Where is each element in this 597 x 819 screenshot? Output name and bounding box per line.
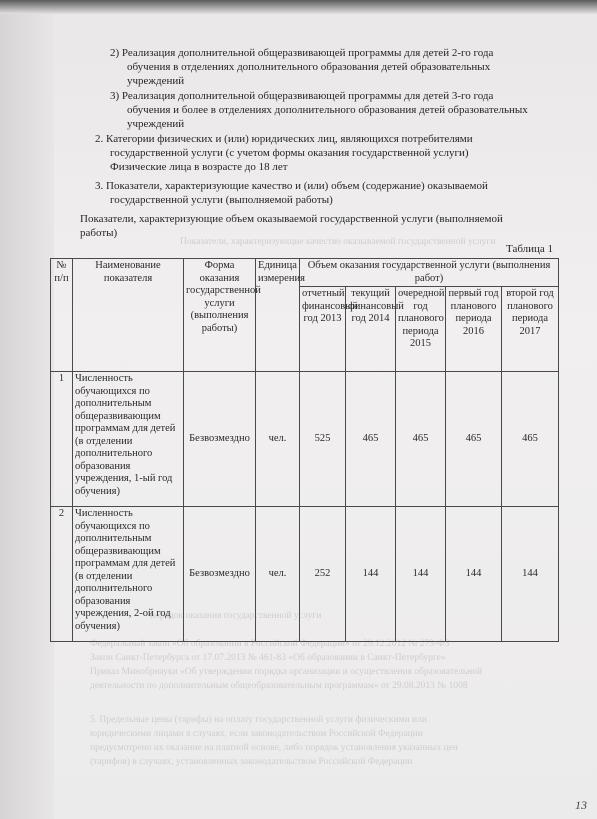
header-volume: Объем оказания государственной услуги (выполнения работ): [300, 259, 559, 287]
volume-table: [50, 258, 559, 642]
header-num: № п/п: [51, 259, 73, 372]
header-year-2014: текущий финансовый год 2014: [346, 287, 396, 372]
row-num: 1: [51, 372, 73, 507]
page-number: 13: [575, 798, 587, 812]
row-value-2015: 465: [396, 372, 446, 507]
item-2-line-2: обучения в отделениях дополнительного образования детей образовательных: [127, 61, 491, 73]
row-value-2016: 144: [446, 507, 502, 642]
row-value-2016: 465: [446, 372, 502, 507]
row-value-2017: 144: [502, 507, 559, 642]
row-name: Численность обучающихся по дополнительным общеразвивающим программам для детей (в отделении дополнительного образования учреждения, 1-ый год обучения): [73, 372, 184, 507]
table-row: [51, 372, 559, 507]
intro-line-2: работы): [80, 227, 118, 239]
item-3-line-1: 3) Реализация дополнительной общеразвивающей программы для детей 3-го года: [110, 90, 494, 102]
table-label: Таблица 1: [506, 243, 554, 255]
section-2-line-1: 2. Категории физических и (или) юридических лиц, являющихся потребителями: [95, 133, 473, 145]
header-form: Форма оказания государственной услуги (выполнения работы): [184, 259, 256, 372]
header-unit: Единица измерения: [256, 259, 300, 372]
row-value-2014: 144: [346, 507, 396, 642]
scan-edge-left: [0, 0, 54, 819]
header-year-2017: второй год планового периода 2017: [502, 287, 559, 372]
row-form: Безвозмездно: [184, 507, 256, 642]
section-3-line-2: государственной услуги (выполняемой работы): [110, 194, 333, 206]
header-name: Наименование показателя: [73, 259, 184, 372]
scan-edge-top: [0, 0, 597, 14]
row-value-2013: 525: [300, 372, 346, 507]
row-form: Безвозмездно: [184, 372, 256, 507]
row-value-2017: 465: [502, 372, 559, 507]
item-2-line-3: учреждений: [127, 75, 185, 87]
section-2-line-3: Физические лица в возрасте до 18 лет: [110, 161, 288, 173]
header-year-2015: очередной год планового периода 2015: [396, 287, 446, 372]
item-2-line-1: 2) Реализация дополнительной общеразвивающей программы для детей 2-го года: [110, 47, 494, 59]
document-page: Показатели, характеризующие качество оказываемой государственной услуги порядок оказания государственной услуги Федеральный закон «Об образовании в Российской Федерации» от 29.12.2012 № 273-ФЗ Закон Санкт-Петербурга от 17.07.2013 № 461-83 «Об образовании в Санкт-Петербурге» Приказ Минобрнауки «Об утверждении порядка организации и осуществления образовательной деятельности по дополнительным общеобразовательным программам» от 29.08.2013 № 1008 5. Предельные цены (тарифы) на оплату государственной услуги физическими или юридическими лицами в случаях, если законодательством Российской Федерации предусмотрено их оказание на платной основе, либо порядок установления указанных цен (тарифов) в случаях, установленных законодательством Российской Федерации 2) Реализация дополнительной общеразвивающей программы для детей 2-го года обучения в отделениях дополнительного образования детей образовательных учреждений 3) Реализация дополнительной общеразвивающей программы для детей 3-го года обучения и более в отделениях дополнительного образования детей образовательных учреждений 2. Категории физических и (или) юридических лиц, являющихся потребителями государственной услуги (с учетом формы оказания государственной услуги) Физические лица в возрасте до 18 лет 3. Показатели, характеризующие качество и (или) объем (содержание) оказываемой государственной услуги (выполняемой работы) Показатели, характеризующие объем оказываемой государственной услуги (выполняемой работы) Таблица 1 № п/п Наименование показателя Форма оказания государственной услуги (выполнения работы) Единица измерения Объем оказания государственной услуги (выполнения работ) отчетный финансовый год 2013 текущий финансовый год 2014 очередной год планового периода 2015 первый год планового периода 2016 второй год планового периода 2017 1 Численность обучающихся по дополнительным общеразвивающим программам для детей (в отделении дополнительного образования учреждения, 1-ый год обучения) Безвозмездно чел. 525 465 465 465 465 2 Численность обучающихся по дополнительным общеразвивающим программам для детей (в отделении дополнительного образования учреждения, 2-ой год обучения) Безвозмездно чел. 252 144 144 144 144 13: [0, 0, 597, 819]
row-value-2013: 252: [300, 507, 346, 642]
row-name: Численность обучающихся по дополнительным общеразвивающим программам для детей (в отделении дополнительного образования учреждения, 2-ой год обучения): [73, 507, 184, 642]
intro-line-1: Показатели, характеризующие объем оказываемой государственной услуги (выполняемой: [80, 213, 503, 225]
table-row: [51, 507, 559, 642]
row-unit: чел.: [256, 507, 300, 642]
row-num: 2: [51, 507, 73, 642]
item-3-line-2: обучения и более в отделениях дополнительного образования детей образовательных: [127, 104, 528, 116]
row-value-2014: 465: [346, 372, 396, 507]
section-2-line-2: государственной услуги (с учетом формы оказания государственной услуги): [110, 147, 469, 159]
row-unit: чел.: [256, 372, 300, 507]
item-3-line-3: учреждений: [127, 118, 185, 130]
section-3-line-1: 3. Показатели, характеризующие качество и (или) объем (содержание) оказываемой: [95, 180, 488, 192]
row-value-2015: 144: [396, 507, 446, 642]
header-year-2016: первый год планового периода 2016: [446, 287, 502, 372]
header-year-2013: отчетный финансовый год 2013: [300, 287, 346, 372]
